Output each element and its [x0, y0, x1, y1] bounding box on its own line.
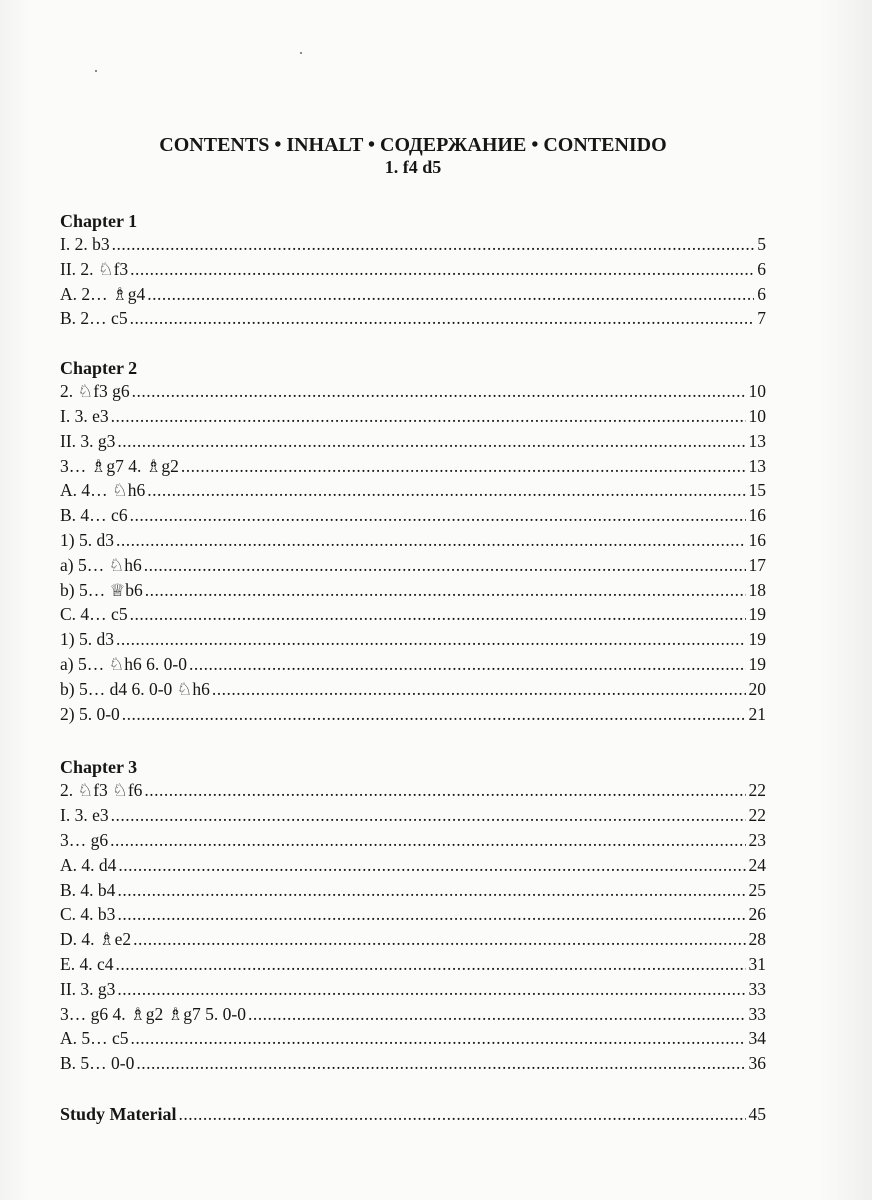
dot-leader [112, 232, 755, 257]
toc-entry-label: B. 5… 0-0 [60, 1053, 135, 1074]
toc-entry-page: 6 [757, 258, 766, 279]
toc-entry-page: 22 [748, 780, 766, 801]
dot-leader [118, 853, 745, 878]
toc-entry-label: A. 4. d4 [60, 854, 117, 875]
toc-entry [60, 977, 766, 1002]
study-material-page: 45 [748, 1103, 766, 1124]
toc-entry-page: 19 [748, 629, 766, 650]
toc-entry [60, 927, 766, 952]
chapter-3-title: Chapter 3 [60, 757, 138, 778]
toc-entry [60, 828, 766, 853]
toc-entry-page: 19 [748, 653, 766, 674]
toc-entry [60, 478, 766, 503]
chapter-1-section [60, 210, 766, 331]
toc-entry-page: 17 [748, 554, 766, 575]
dot-leader [130, 306, 755, 331]
toc-entry-label: 2. ♘f3 g6 [60, 381, 130, 402]
toc-entry [60, 553, 766, 578]
toc-entry-page: 22 [748, 805, 766, 826]
toc-entry [60, 306, 766, 331]
scan-speck [95, 70, 97, 72]
toc-entry [60, 803, 766, 828]
toc-entry-page: 15 [748, 480, 766, 501]
toc-entry [60, 379, 766, 404]
toc-entry-page: 26 [748, 904, 766, 925]
toc-entry-label: A. 2… ♗g4 [60, 283, 146, 304]
toc-entry-page: 31 [748, 953, 766, 974]
toc-entry [60, 853, 766, 878]
toc-entry-label: I. 3. e3 [60, 805, 109, 826]
dot-leader [117, 902, 745, 927]
toc-entry-page: 21 [748, 703, 766, 724]
toc-entry [60, 602, 766, 627]
chapter-2-title: Chapter 2 [60, 358, 138, 379]
contents-title: CONTENTS • INHALT • СОДЕРЖАНИЕ • CONTENIDO [159, 134, 667, 156]
dot-leader [116, 627, 746, 652]
toc-entry-page: 10 [748, 405, 766, 426]
toc-entry [60, 677, 766, 702]
study-material-label: Study Material [60, 1103, 177, 1124]
toc-entry-page: 19 [748, 604, 766, 625]
toc-entry [60, 503, 766, 528]
toc-entry [60, 454, 766, 479]
dot-leader [110, 828, 745, 853]
toc-entry-label: D. 4. ♗e2 [60, 929, 132, 950]
toc-entry-page: 33 [748, 1003, 766, 1024]
toc-entry-page: 7 [757, 308, 766, 329]
toc-entry [60, 627, 766, 652]
table-of-contents [60, 210, 766, 1127]
toc-entry-page: 28 [748, 929, 766, 950]
toc-entry-label: a) 5… ♘h6 [60, 554, 142, 575]
toc-entry [60, 404, 766, 429]
toc-entry-label: I. 3. e3 [60, 405, 109, 426]
dot-leader [189, 652, 746, 677]
toc-entry-page: 33 [748, 978, 766, 999]
toc-entry [60, 652, 766, 677]
toc-entry-page: 18 [748, 579, 766, 600]
toc-entry-page: 13 [748, 430, 766, 451]
toc-entry-label: II. 3. g3 [60, 430, 116, 451]
toc-entry-label: 3… g6 [60, 829, 109, 850]
toc-entry-label: B. 2… c5 [60, 308, 128, 329]
toc-entry-page: 24 [748, 854, 766, 875]
dot-leader [212, 677, 746, 702]
toc-entry [60, 778, 766, 803]
toc-entry-label: I. 2. b3 [60, 234, 110, 254]
toc-entry-label: a) 5… ♘h6 6. 0-0 [60, 653, 187, 674]
toc-entry [60, 702, 766, 727]
dot-leader [115, 952, 745, 977]
dot-leader [130, 257, 754, 282]
dot-leader [144, 778, 745, 803]
dot-leader [248, 1002, 746, 1027]
dot-leader [145, 578, 746, 603]
toc-entry-label: E. 4. c4 [60, 953, 114, 974]
dot-leader [122, 702, 746, 727]
dot-leader [147, 478, 745, 503]
dot-leader [130, 602, 746, 627]
toc-entry-label: 2. ♘f3 ♘f6 [60, 780, 143, 801]
dot-leader [117, 878, 745, 903]
toc-entry-page: 23 [748, 829, 766, 850]
toc-entry-label: b) 5… d4 6. 0-0 ♘h6 [60, 678, 210, 699]
toc-entry [60, 578, 766, 603]
toc-entry [60, 878, 766, 903]
toc-entry-label: II. 3. g3 [60, 978, 116, 999]
toc-entry-page: 6 [757, 283, 766, 304]
contents-subtitle: 1. f4 d5 [384, 157, 442, 177]
dot-leader [111, 803, 746, 828]
dot-leader [117, 977, 745, 1002]
toc-entry-page: 36 [748, 1053, 766, 1074]
toc-entry [60, 902, 766, 927]
dot-leader [147, 282, 754, 307]
dot-leader [130, 503, 746, 528]
toc-entry-label: b) 5… ♕b6 [60, 579, 143, 600]
study-material-entry [60, 1102, 766, 1127]
dot-leader [111, 404, 746, 429]
contents-header [60, 134, 766, 178]
dot-leader [181, 454, 746, 479]
toc-entry [60, 1026, 766, 1051]
toc-entry [60, 1051, 766, 1076]
toc-entry [60, 257, 766, 282]
scan-speck [300, 52, 302, 54]
toc-entry [60, 429, 766, 454]
toc-entry-label: B. 4. b4 [60, 879, 116, 900]
toc-entry-page: 13 [748, 455, 766, 476]
toc-entry-page: 20 [748, 678, 766, 699]
dot-leader [136, 1051, 745, 1076]
toc-entry-page: 25 [748, 879, 766, 900]
toc-entry-label: C. 4… c5 [60, 604, 128, 625]
toc-entry [60, 952, 766, 977]
chapter-2-section [60, 357, 766, 726]
toc-entry-page: 5 [757, 234, 766, 254]
toc-entry-page: 10 [748, 381, 766, 402]
dot-leader [179, 1102, 746, 1127]
toc-entry-label: II. 2. ♘f3 [60, 258, 129, 279]
toc-entry-label: 1) 5. d3 [60, 629, 114, 650]
toc-entry-page: 16 [748, 505, 766, 526]
dot-leader [144, 553, 746, 578]
toc-entry-label: 3… g6 4. ♗g2 ♗g7 5. 0-0 [60, 1003, 246, 1024]
toc-entry-label: B. 4… c6 [60, 505, 128, 526]
chapter-3-section [60, 756, 766, 1076]
dot-leader [133, 927, 745, 952]
dot-leader [132, 379, 746, 404]
toc-entry-page: 16 [748, 529, 766, 550]
toc-entry-label: 2) 5. 0-0 [60, 703, 120, 724]
toc-entry [60, 1002, 766, 1027]
chapter-1-title: Chapter 1 [60, 211, 138, 231]
toc-entry-label: 1) 5. d3 [60, 529, 114, 550]
dot-leader [117, 429, 745, 454]
toc-entry [60, 528, 766, 553]
toc-entry-label: A. 4… ♘h6 [60, 480, 146, 501]
toc-entry-label: A. 5… c5 [60, 1028, 129, 1049]
toc-entry-page: 34 [748, 1028, 766, 1049]
toc-entry-label: C. 4. b3 [60, 904, 116, 925]
toc-entry-label: 3… ♗g7 4. ♗g2 [60, 455, 179, 476]
toc-entry [60, 282, 766, 307]
dot-leader [131, 1026, 746, 1051]
toc-entry [60, 232, 766, 257]
dot-leader [116, 528, 746, 553]
